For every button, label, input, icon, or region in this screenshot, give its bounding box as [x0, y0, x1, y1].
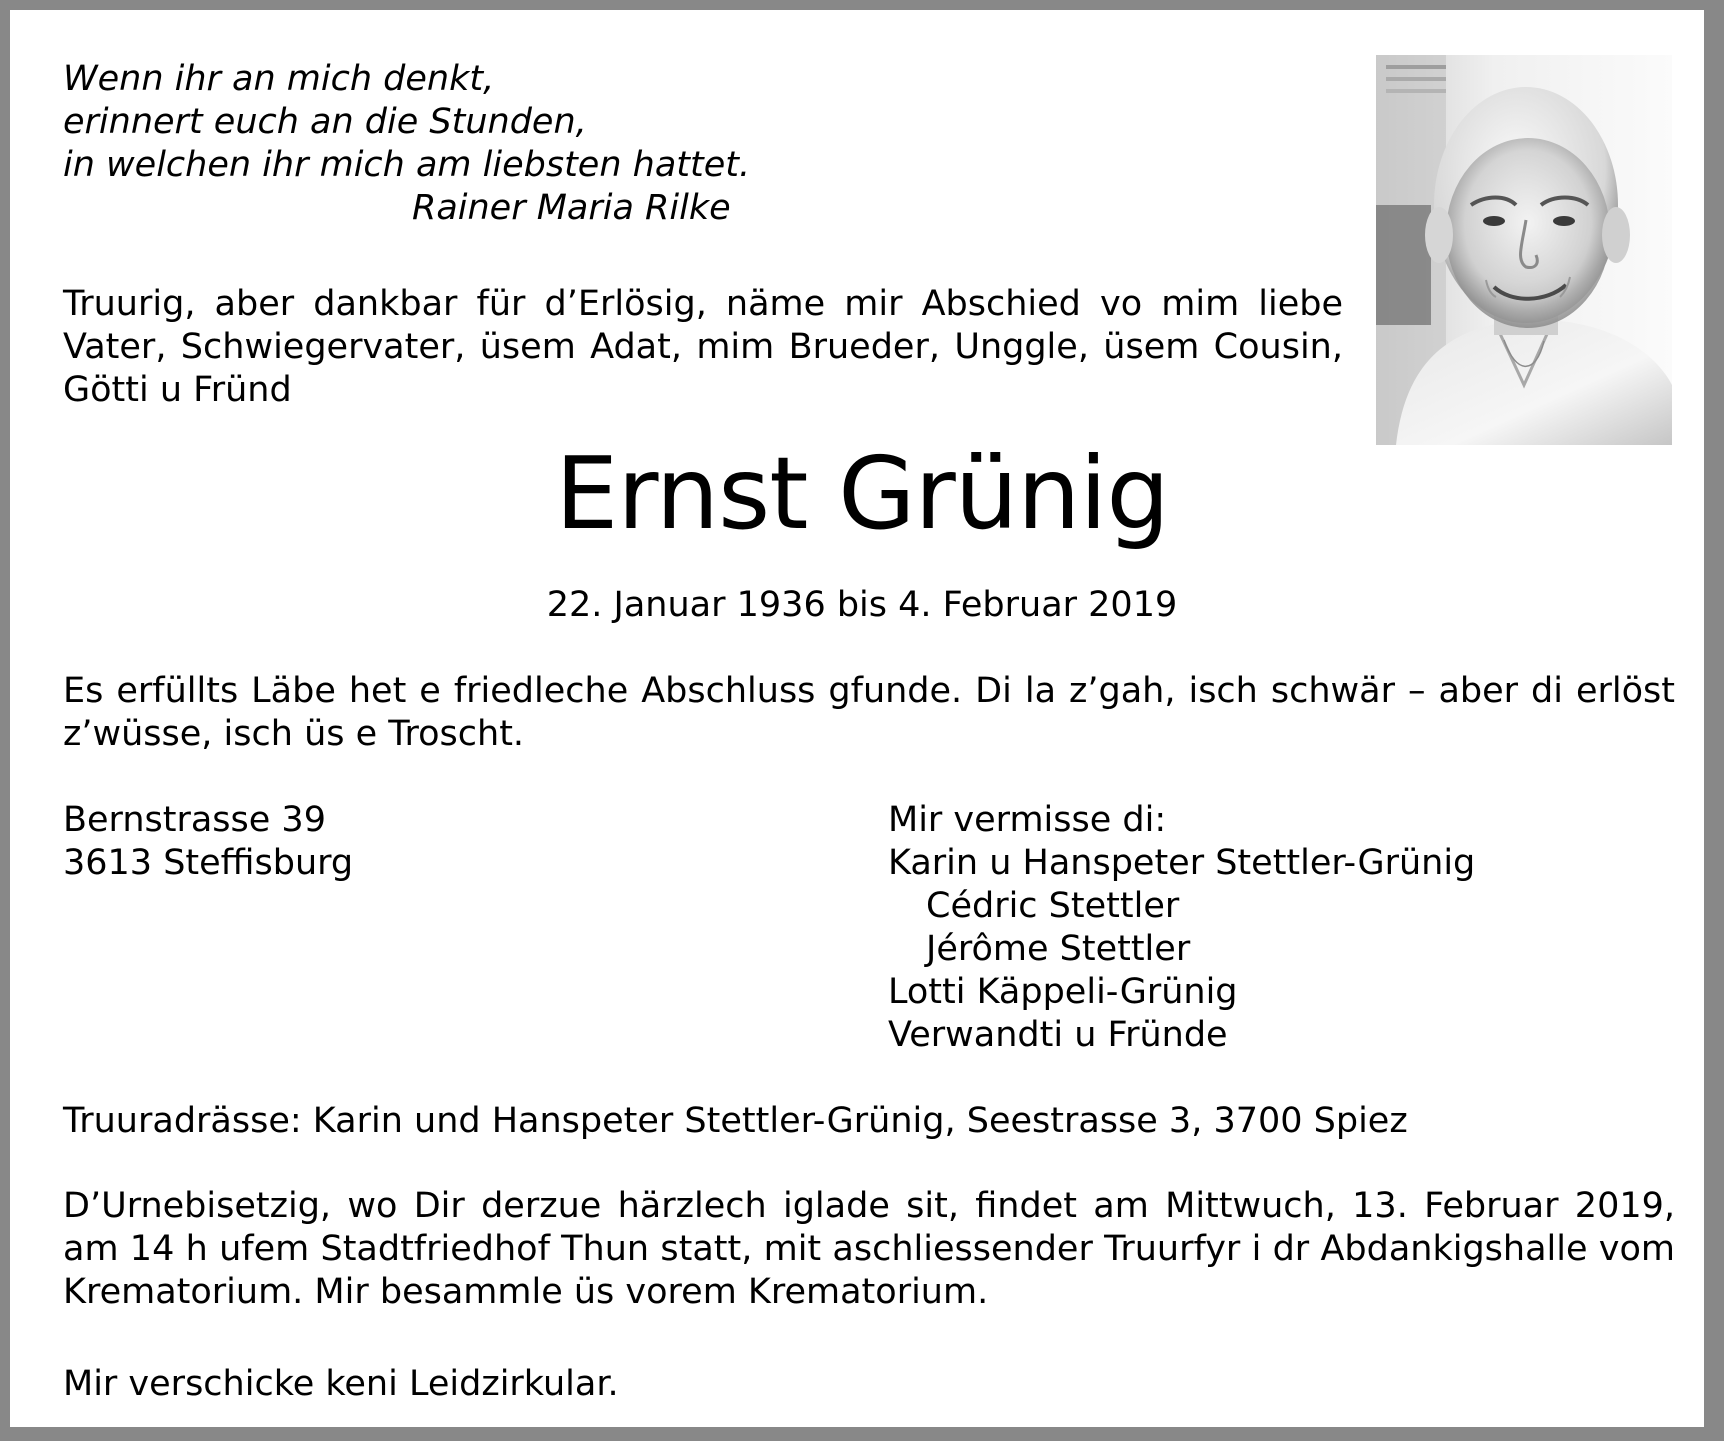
- poem-line: erinnert euch an die Stunden,: [63, 102, 587, 142]
- mourner-entry: Verwandti u Fründe: [888, 1015, 1228, 1055]
- mourner-entry: Lotti Käppeli-Grünig: [888, 972, 1238, 1012]
- mourner-entry: Jérôme Stettler: [926, 929, 1191, 969]
- poem-author: Rainer Maria Rilke: [412, 188, 731, 228]
- address-street: Bernstrasse 39: [63, 800, 326, 840]
- poem-line: Wenn ihr an mich denkt,: [63, 59, 495, 99]
- mourners-list: [888, 799, 1475, 1057]
- poem-line: in welchen ihr mich am liebsten hattet.: [63, 145, 751, 185]
- address-city: 3613 Steffisburg: [63, 843, 354, 883]
- mourner-entry: Cédric Stettler: [926, 886, 1180, 926]
- mourning-address: Truuradrässe: Karin und Hanspeter Stettler-Grünig, Seestrasse 3, 3700 Spiez: [63, 1101, 1408, 1141]
- portrait-photo-icon: [1376, 55, 1672, 445]
- portrait-photo: [1376, 55, 1672, 445]
- intro-text: Truurig, aber dankbar für d’Erlösig, näme mir Abschied vo mim liebe Vater, Schwiegervater, üsem Adat, mim Brueder, Unggle, üsem Cousin, Götti u Fründ: [63, 284, 1343, 410]
- residence-address: [63, 799, 353, 885]
- mourners-heading: Mir vermisse di:: [888, 800, 1167, 840]
- deceased-name: Ernst Grünig: [555, 435, 1169, 552]
- life-dates: 22. Januar 1936 bis 4. Februar 2019: [546, 585, 1178, 625]
- poem: [63, 58, 763, 230]
- closing-note: Mir verschicke keni Leidzirkular.: [63, 1364, 619, 1404]
- memorial-message: Es erfüllts Läbe het e friedleche Abschluss gfunde. Di la z’gah, isch schwär – aber di erlöst z’wüsse, isch üs e Troscht.: [63, 671, 1675, 754]
- mourner-entry: Karin u Hanspeter Stettler-Grünig: [888, 843, 1476, 883]
- ceremony-details: D’Urnebisetzig, wo Dir derzue härzlech iglade sit, findet am Mittwuch, 13. Februar 2019, am 14 h ufem Stadtfriedhof Thun statt, mit aschliessender Truurfyr i dr Abdankigshalle vom Krematorium. Mir besammle üs vorem Krematorium.: [63, 1186, 1675, 1312]
